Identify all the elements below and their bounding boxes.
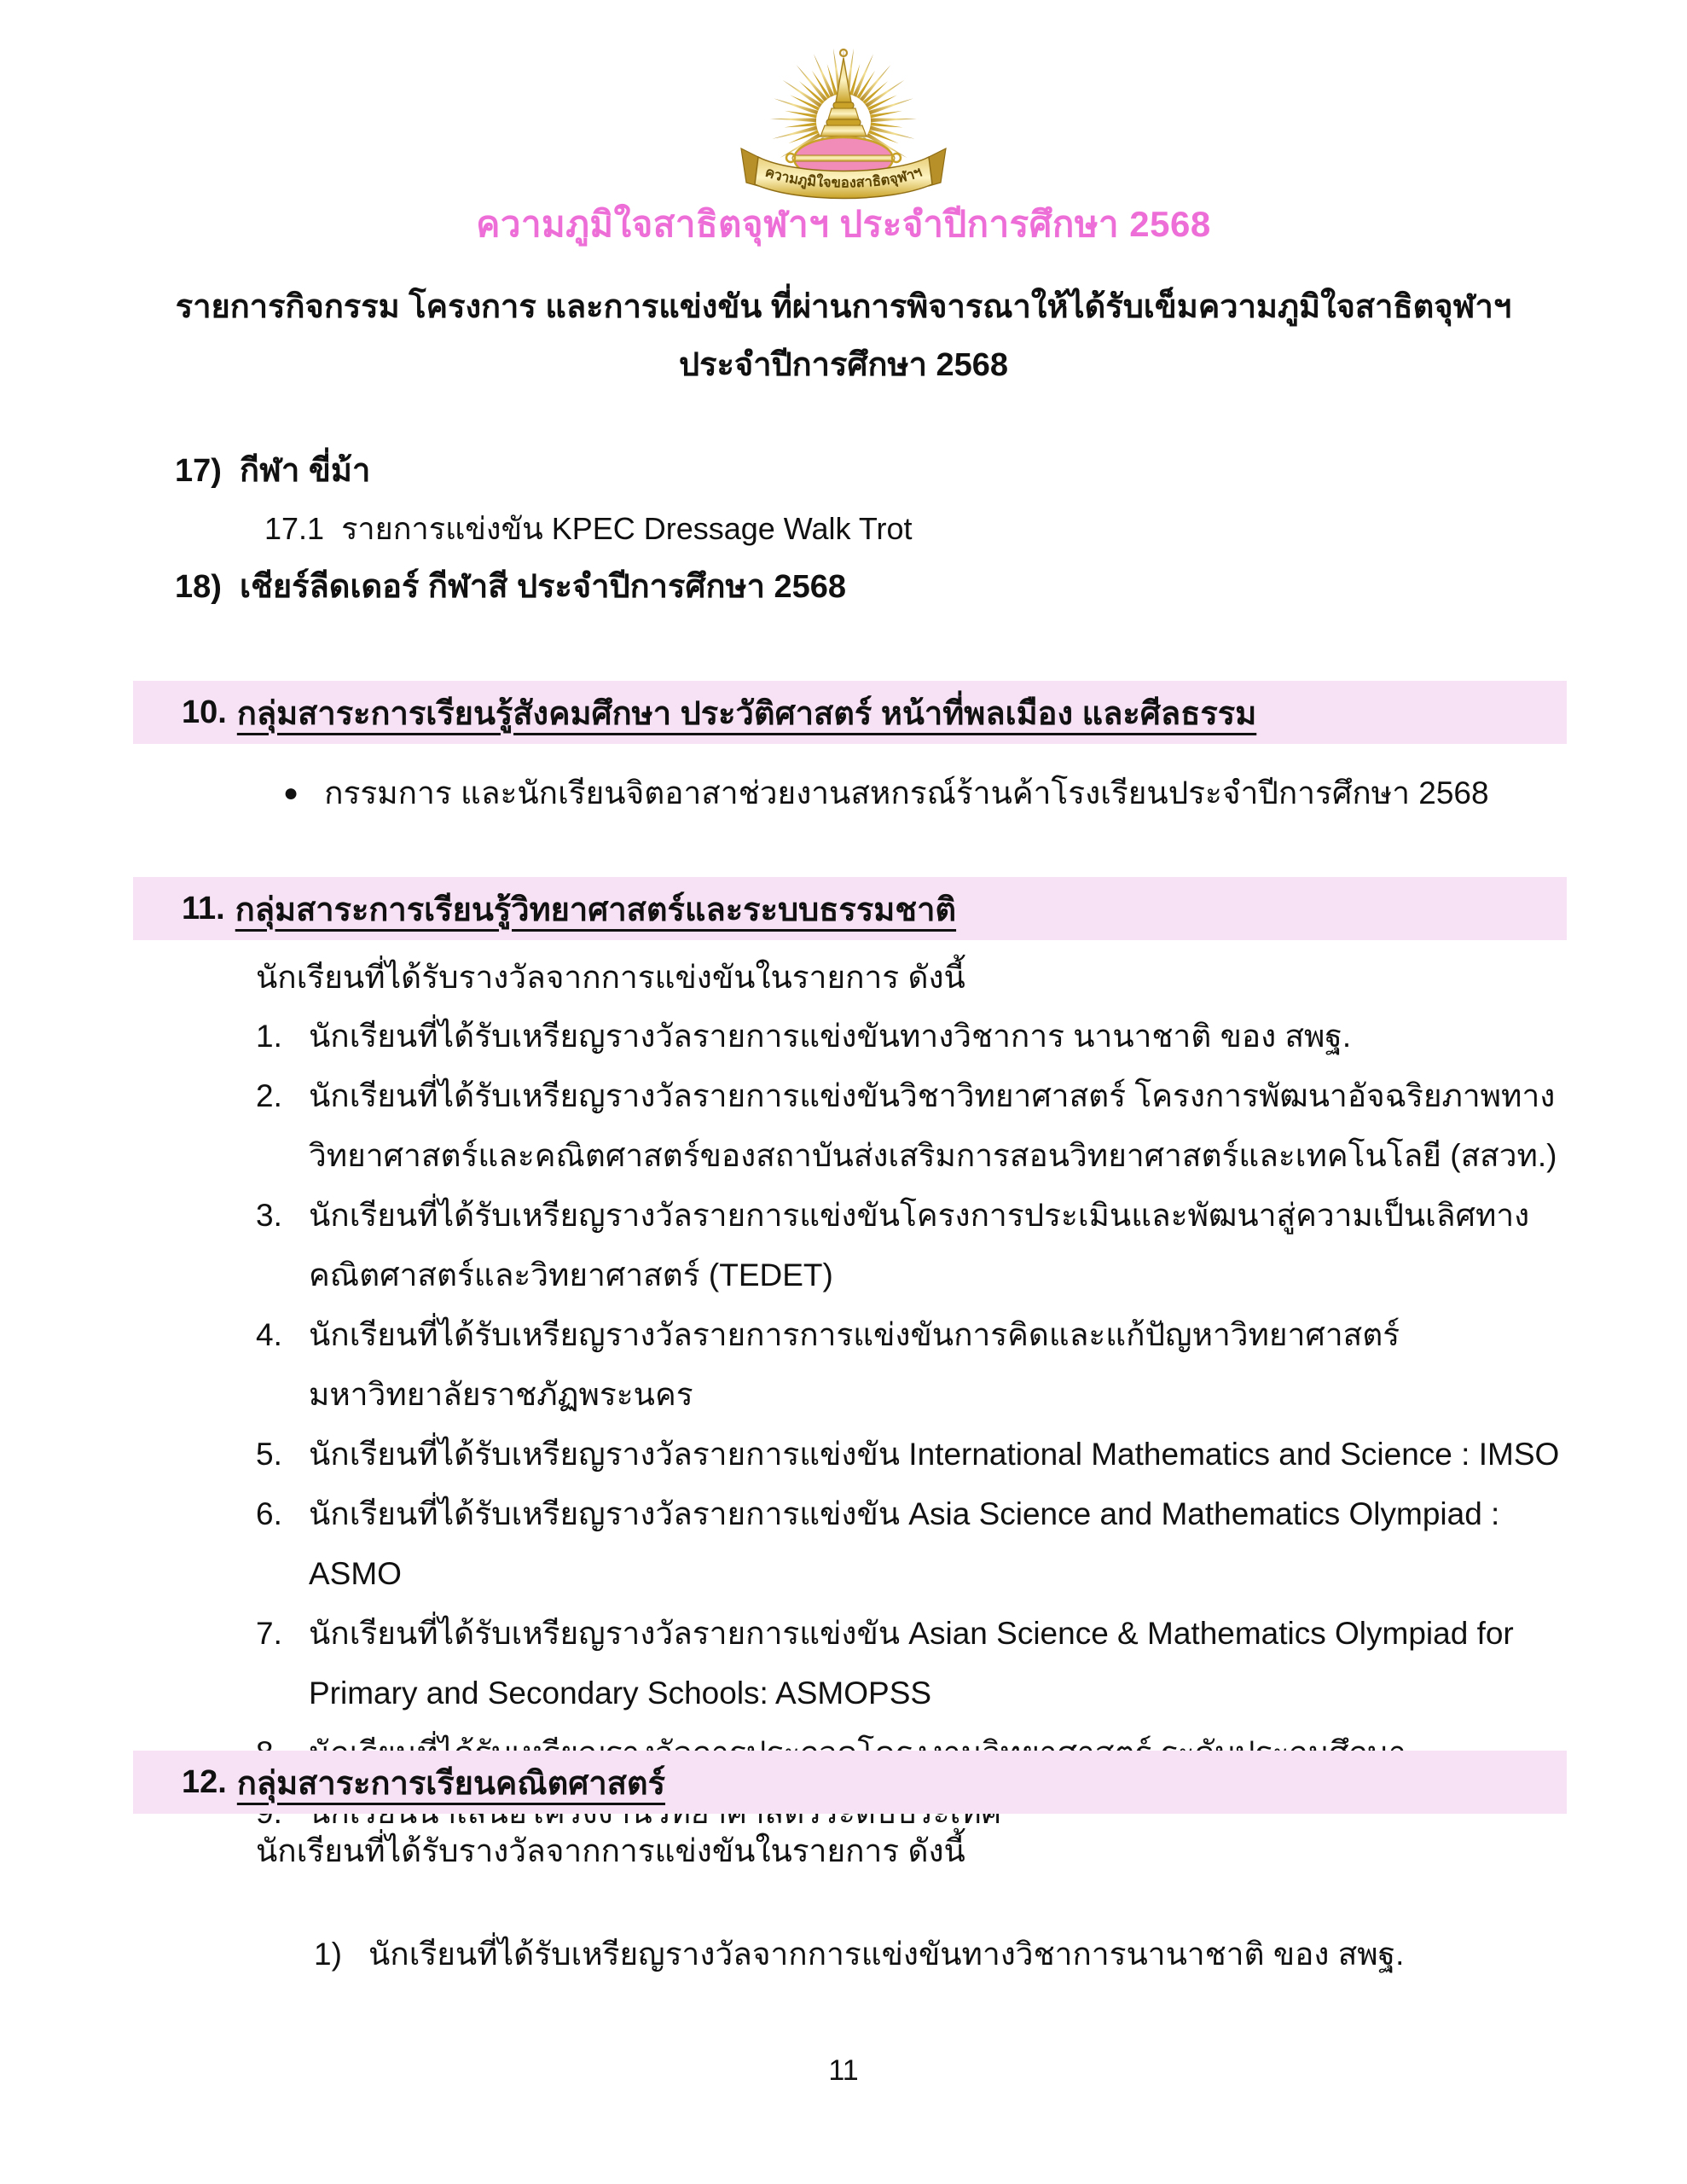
item-number: 1. bbox=[256, 1019, 282, 1054]
section-title: กลุ่มสาระการเรียนรู้สังคมศึกษา ประวัติศาสตร์ หน้าที่พลเมือง และศีลธรรม bbox=[236, 695, 1257, 732]
list-item bbox=[256, 1604, 1561, 1723]
list-item-17 bbox=[0, 442, 1687, 500]
school-emblem-logo bbox=[0, 24, 1687, 201]
item-number: 17.1 bbox=[264, 511, 325, 546]
list-item bbox=[256, 1007, 1561, 1066]
section-number: 11. bbox=[182, 890, 225, 926]
item-text: นักเรียนที่ได้รับเหรียญรางวัลรายการแข่งขัน Asia Science and Mathematics Olympiad : ASMO bbox=[309, 1496, 1500, 1591]
list-item bbox=[256, 1305, 1561, 1425]
section-title: กลุ่มสาระการเรียนคณิตศาสตร์ bbox=[236, 1765, 666, 1802]
bullet-icon: ● bbox=[283, 779, 299, 807]
section-intro: นักเรียนที่ได้รับรางวัลจากการแข่งขันในรายการ ดังนี้ bbox=[256, 960, 965, 995]
item-text: นักเรียนที่ได้รับเหรียญรางวัลรายการแข่งขันวิชาวิทยาศาสตร์ โครงการพัฒนาอัจฉริยภาพทางวิทยาศาสตร์และคณิตศาสตร์ของสถาบันส่งเสริมการสอนวิทยาศาสตร์และเทคโนโลยี (สสวท.) bbox=[309, 1078, 1557, 1173]
item-number: 2. bbox=[256, 1078, 282, 1113]
item-number: 1) bbox=[314, 1937, 342, 1972]
ribbon-text: ความภูมิใจของสาธิตจุฬาฯ bbox=[762, 164, 925, 191]
section-number: 10. bbox=[182, 694, 227, 730]
item-text: เชียร์ลีดเดอร์ กีฬาสี ประจำปีการศึกษา 2568 bbox=[240, 569, 847, 605]
item-number: 5. bbox=[256, 1437, 282, 1472]
item-text: กีฬา ขี่ม้า bbox=[240, 453, 371, 489]
list-item-18 bbox=[0, 558, 1687, 616]
list-item bbox=[256, 1186, 1561, 1305]
item-number: 3. bbox=[256, 1198, 282, 1233]
bullet-item bbox=[283, 764, 1489, 822]
item-text: นักเรียนที่ได้รับเหรียญรางวัลรายการแข่งขันทางวิชาการ นานาชาติ ของ สพฐ. bbox=[309, 1019, 1352, 1054]
list-item bbox=[256, 1066, 1561, 1186]
main-heading-line1: รายการกิจกรรม โครงการ และการแข่งขัน ที่ผ่านการพิจารณาให้ได้รับเข็มความภูมิใจสาธิตจุฬาฯ bbox=[175, 289, 1512, 325]
item-text: รายการแข่งขัน KPEC Dressage Walk Trot bbox=[341, 511, 913, 546]
section-header-math bbox=[133, 1751, 1567, 1814]
science-award-list bbox=[256, 1007, 1561, 1843]
phra-kiao-emblem-icon bbox=[736, 24, 951, 201]
section-header-social-studies bbox=[133, 681, 1567, 744]
list-item bbox=[314, 1925, 1542, 1984]
item-number: 18) bbox=[175, 569, 222, 605]
list-item bbox=[256, 1484, 1561, 1604]
section-intro: นักเรียนที่ได้รับรางวัลจากการแข่งขันในรายการ ดังนี้ bbox=[256, 1833, 965, 1868]
section-title: กลุ่มสาระการเรียนรู้วิทยาศาสตร์และระบบธรรมชาติ bbox=[235, 892, 957, 928]
page-number: 11 bbox=[828, 2054, 859, 2087]
item-number: 6. bbox=[256, 1496, 282, 1531]
main-heading-line2: ประจำปีการศึกษา 2568 bbox=[678, 347, 1009, 383]
item-text: นักเรียนที่ได้รับเหรียญรางวัลรายการแข่งขัน Asian Science & Mathematics Olympiad for Primary and Secondary Schools: ASMOPSS bbox=[309, 1616, 1514, 1711]
sport-items-block bbox=[0, 442, 1687, 616]
item-text: นักเรียนที่ได้รับเหรียญรางวัลรายการการแข่งขันการคิดและแก้ปัญหาวิทยาศาสตร์ มหาวิทยาลัยราชภัฏพระนคร bbox=[309, 1317, 1400, 1412]
item-number: 4. bbox=[256, 1317, 282, 1352]
main-heading bbox=[0, 278, 1687, 394]
document-title: ความภูมิใจสาธิตจุฬาฯ ประจำปีการศึกษา 2568 bbox=[476, 204, 1211, 244]
item-number: 7. bbox=[256, 1616, 282, 1651]
section-header-science bbox=[133, 877, 1567, 940]
bullet-text: กรรมการ และนักเรียนจิตอาสาช่วยงานสหกรณ์ร้านค้าโรงเรียนประจำปีการศึกษา 2568 bbox=[324, 775, 1489, 810]
item-number: 17) bbox=[175, 453, 222, 489]
item-text: นักเรียนที่ได้รับเหรียญรางวัลรายการแข่งขันโครงการประเมินและพัฒนาสู่ความเป็นเลิศทางคณิตศาสตร์และวิทยาศาสตร์ (TEDET) bbox=[309, 1198, 1530, 1292]
item-text: นักเรียนที่ได้รับเหรียญรางวัลจากการแข่งขันทางวิชาการนานาชาติ ของ สพฐ. bbox=[368, 1937, 1405, 1972]
list-item-17-1 bbox=[0, 500, 1687, 558]
list-item bbox=[256, 1425, 1561, 1484]
item-text: นักเรียนที่ได้รับเหรียญรางวัลรายการแข่งขัน International Mathematics and Science : IMSO bbox=[309, 1437, 1560, 1472]
section-number: 12. bbox=[182, 1763, 227, 1800]
